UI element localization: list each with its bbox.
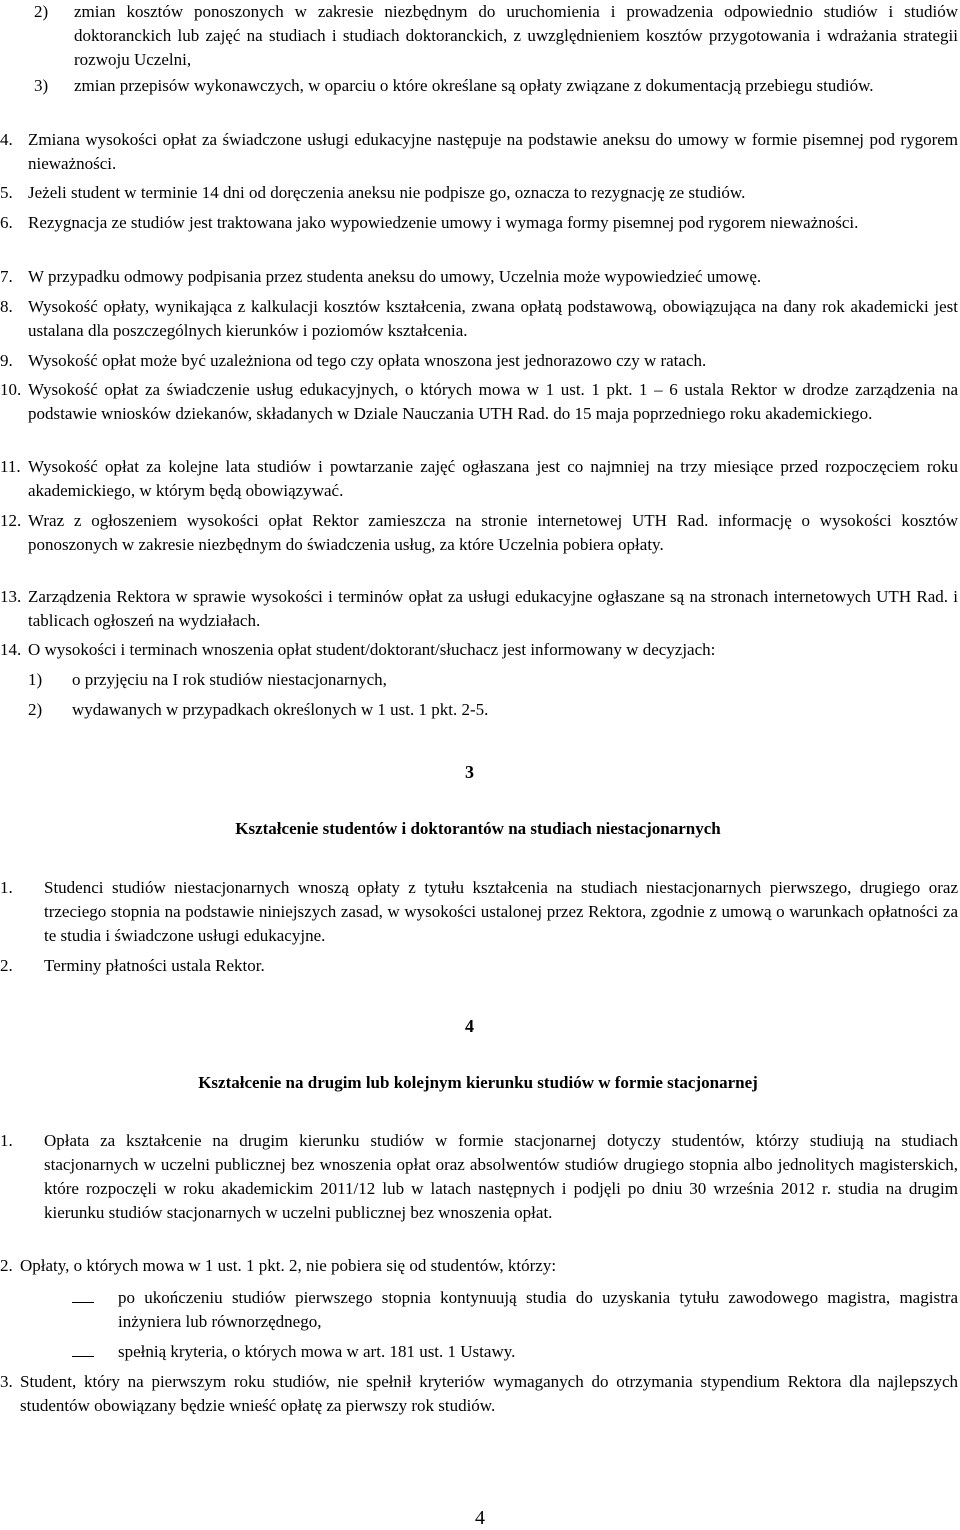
- list-item: [0, 128, 960, 176]
- list-item: [0, 295, 960, 343]
- list-item: [0, 455, 960, 503]
- item-text: Opłaty, o których mowa w 1 ust. 1 pkt. 2, nie pobiera się od studentów, którzy:: [20, 1256, 557, 1275]
- section-mark-text: 3: [465, 762, 474, 782]
- item-text: W przypadku odmowy podpisania przez studenta aneksu do umowy, Uczelnia może wypowiedzieć umowę.: [28, 267, 762, 286]
- dash-list-item: [0, 1286, 960, 1334]
- item-text: Zarządzenia Rektora w sprawie wysokości i terminów opłat za usługi edukacyjne ogłaszane są na stronach internetowych UTH Rad. i tablicach ogłoszeń na wydziałach.: [28, 587, 958, 630]
- list-item: [0, 1129, 960, 1225]
- item-number: 5.: [0, 183, 13, 202]
- item-text: Jeżeli student w terminie 14 dni od doręczenia aneksu nie podpisze go, oznacza to rezygnację ze studiów.: [28, 183, 746, 202]
- item-text: Wysokość opłat może być uzależniona od tego czy opłata wnoszona jest jednorazowo czy w ratach.: [28, 351, 707, 370]
- section-heading: Kształcenie na drugim lub kolejnym kierunku studiów w formie stacjonarnej: [198, 1073, 758, 1092]
- list-item: [0, 181, 960, 205]
- list-item: [0, 378, 960, 426]
- dash-bullet: [72, 1286, 118, 1310]
- item-text: Terminy płatności ustala Rektor.: [44, 956, 265, 975]
- list-item: [0, 1370, 960, 1418]
- item-number: 2): [34, 2, 49, 21]
- list-item: [0, 668, 960, 692]
- item-text: wydawanych w przypadkach określonych w 1 ust. 1 pkt. 2-5.: [72, 700, 489, 719]
- list-item: [0, 698, 960, 722]
- list-item: [0, 954, 960, 978]
- section-heading: Kształcenie studentów i doktorantów na studiach niestacjonarnych: [235, 819, 721, 838]
- list-item: [0, 509, 960, 557]
- list-item: [0, 0, 960, 72]
- item-text: Wysokość opłat za kolejne lata studiów i powtarzanie zajęć ogłaszana jest co najmniej na trzy miesiące przed rozpoczęciem roku akademickiego, w którym będą obowiązywać.: [28, 457, 958, 500]
- list-item: [0, 265, 960, 289]
- list-item: [0, 1254, 960, 1278]
- item-number: 2.: [0, 956, 13, 975]
- item-number: 9.: [0, 351, 13, 370]
- section-mark-text: 4: [465, 1016, 474, 1036]
- item-text: Zmiana wysokości opłat za świadczone usługi edukacyjne następuje na podstawie aneksu do umowy w formie pisemnej pod rygorem nieważności.: [28, 130, 958, 173]
- item-text: spełnią kryteria, o których mowa w art. 181 ust. 1 Ustawy.: [118, 1342, 516, 1361]
- item-number: 11.: [0, 457, 21, 476]
- section-mark: [465, 1014, 474, 1038]
- item-text: zmian przepisów wykonawczych, w oparciu o które określane są opłaty związane z dokumentacją przebiegu studiów.: [74, 76, 874, 95]
- list-item: [0, 585, 960, 633]
- item-text: Rezygnacja ze studiów jest traktowana jako wypowiedzenie umowy i wymaga formy pisemnej pod rygorem nieważności.: [28, 213, 859, 232]
- item-number: 3.: [0, 1372, 13, 1391]
- item-number: 3): [34, 76, 49, 95]
- item-text: O wysokości i terminach wnoszenia opłat student/doktorant/słuchacz jest informowany w decyzjach:: [28, 640, 716, 659]
- dash-list-item: [0, 1340, 960, 1364]
- item-number: 13.: [0, 587, 22, 606]
- item-number: 8.: [0, 297, 13, 316]
- item-text: po ukończeniu studiów pierwszego stopnia kontynuują studia do uzyskania tytułu zawodowego magistra, magistra inżyniera lub równorzędnego,: [118, 1288, 958, 1331]
- list-item: [0, 349, 960, 373]
- item-text: Wraz z ogłoszeniem wysokości opłat Rektor zamieszcza na stronie internetowej UTH Rad. informację o wysokości kosztów ponoszonych w zakresie niezbędnym do świadczenia usług, za które Uczelnia pobiera opłaty.: [28, 511, 958, 554]
- item-text: zmian kosztów ponoszonych w zakresie niezbędnym do uruchomienia i prowadzenia odpowiednio studiów i studiów doktoranckich lub zajęć na studiach i studiach doktoranckich, z uwzględnieniem kosztów przygotowania i wdrażania strategii rozwoju Uczelni,: [74, 2, 958, 69]
- item-text: Opłata za kształcenie na drugim kierunku studiów w formie stacjonarnej dotyczy studentów, którzy studiują na studiach stacjonarnych w uczelni publicznej bez wnoszenia opłat oraz absolwentów studiów drugiego stopnia albo jednolitych magisterskich, które rozpoczęli w roku akademickim 2011/12 lub w latach następnych i podjęli po dniu 30 września 2012 r. studia na drugim kierunku studiów stacjonarnych w uczelni publicznej bez wnoszenia opłat.: [44, 1131, 958, 1222]
- item-text: o przyjęciu na I rok studiów niestacjonarnych,: [72, 670, 387, 689]
- item-number: 2.: [0, 1256, 13, 1275]
- item-text: Student, który na pierwszym roku studiów, nie spełnił kryteriów wymaganych do otrzymania stypendium Rektora dla najlepszych studentów obowiązany będzie wnieść opłatę za pierwszy rok studiów.: [20, 1372, 958, 1415]
- item-number: 1.: [0, 878, 13, 897]
- section-mark: [465, 760, 474, 784]
- item-number: 1.: [0, 1131, 13, 1150]
- list-item: [0, 876, 960, 948]
- item-text: Wysokość opłat za świadczenie usług edukacyjnych, o których mowa w 1 ust. 1 pkt. 1 – 6 ustala Rektor w drodze zarządzenia na podstawie wniosków dziekanów, składanych w Dziale Nauczania UTH Rad. do 15 maja poprzedniego roku akademickiego.: [28, 380, 958, 423]
- item-text: Studenci studiów niestacjonarnych wnoszą opłaty z tytułu kształcenia na studiach niestacjonarnych pierwszego, drugiego oraz trzeciego stopnia na podstawie niniejszych zasad, w wysokości ustalonej przez Rektora, zgodnie z umową o warunkach opłatności za te studia i świadczone usługi edukacyjne.: [44, 878, 958, 945]
- dash-bullet: [72, 1340, 118, 1364]
- item-number: 4.: [0, 130, 13, 149]
- list-item: [0, 74, 960, 98]
- list-item: [0, 211, 960, 235]
- item-text: Wysokość opłaty, wynikająca z kalkulacji kosztów kształcenia, zwana opłatą podstawową, obowiązująca na dany rok akademicki jest ustalana dla poszczególnych kierunków i poziomów kształcenia.: [28, 297, 958, 340]
- page-number: 4: [475, 1507, 485, 1529]
- item-number: 1): [28, 670, 43, 689]
- item-number: 10.: [0, 380, 22, 399]
- list-item: [0, 638, 960, 662]
- item-number: 6.: [0, 213, 13, 232]
- item-number: 2): [28, 700, 43, 719]
- item-number: 14.: [0, 640, 22, 659]
- item-number: 7.: [0, 267, 13, 286]
- item-number: 12.: [0, 511, 22, 530]
